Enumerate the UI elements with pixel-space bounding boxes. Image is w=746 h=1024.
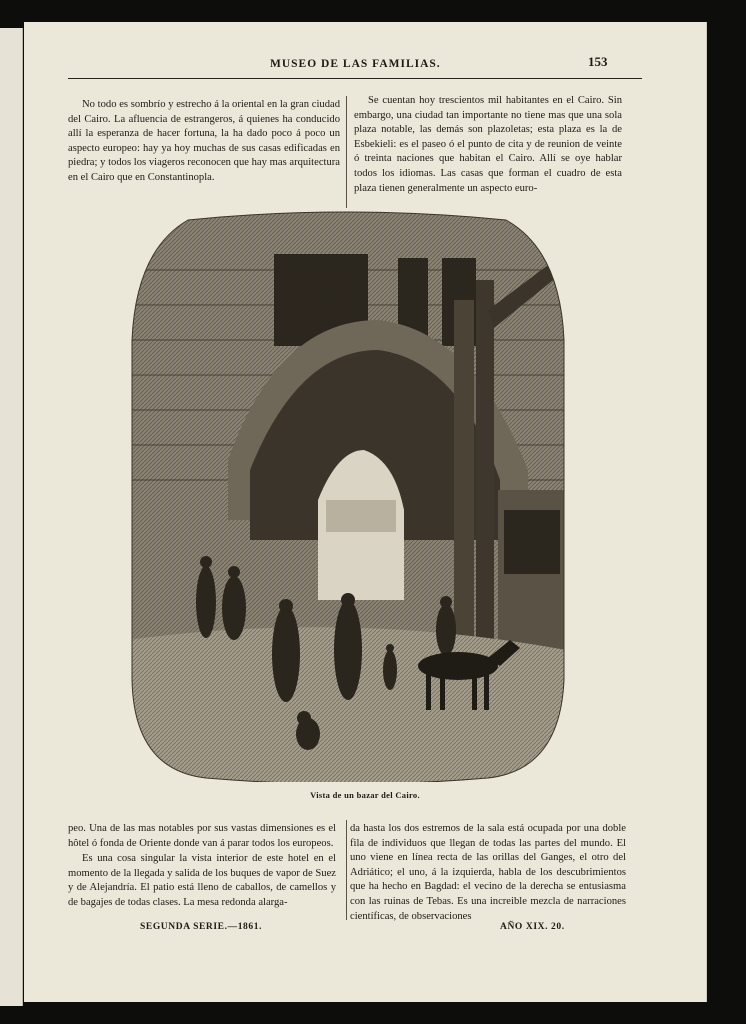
top-right-column-text: Se cuentan hoy trescientos mil habitantes en el Cairo. Sin embargo, una ciudad tan importante no tiene mas que una sola plaza notable, las demás son plazoletas; esta plaza es la de Esbekieli: es el paseo ó el punto de cita y de reunion de veinte ó treinta naciones que habitan el Cairo. Allí se oye hablar todos los idiomas. Las casas que forman el cuadro de esta plaza tienen generalmente un aspecto euro- <box>354 95 622 194</box>
footer-series: SEGUNDA SERIE.—1861. <box>140 922 263 932</box>
previous-page-edge <box>0 28 23 1006</box>
top-column-divider <box>346 96 347 208</box>
bottom-column-divider <box>346 820 347 920</box>
running-head <box>24 52 706 74</box>
illustration-caption: Vista de un bazar del Cairo. <box>310 790 420 800</box>
bottom-left-paragraph: Es una cosa singular la vista interior de este hotel en el momento de la llegada y salida de los buques de vapor de Suez y de Alejandría. El patio está lleno de caballos, de camellos y de bagajes de todas clases. La mesa redonda alarga- <box>68 853 336 908</box>
top-left-column-text: No todo es sombrío y estrecho á la oriental en la gran ciudad del Cairo. La afluencia de estrangeros, á quienes ha conducido allí la esperanza de hacer fortuna, la ha dado poco á poco un aspecto europeo: hay ya hoy muchas de sus casas edificadas en piedra; y todos los viageros reconocen que hay mas arquitectura en el Cairo que en Constantinopla. <box>68 99 340 183</box>
bottom-left-paragraph: peo. Una de las mas notables por sus vastas dimensiones es el hôtel ó fonda de Oriente donde van á parar todos los europeos. <box>68 823 336 849</box>
journal-title: MUSEO DE LAS FAMILIAS. <box>270 58 441 70</box>
header-rule <box>68 78 642 79</box>
book-page <box>24 22 706 1002</box>
bazaar-engraving <box>128 210 566 782</box>
footer-year: AÑO XIX. 20. <box>500 922 565 932</box>
bottom-right-column-text: da hasta los dos estremos de la sala está ocupada por una doble fila de individuos que llegan de todas las partes del mundo. El uno viene en línea recta de las orillas del Ganges, el otro del Adriático; el uno, á la izquierda, habla de los descubrimientos que ha hecho en Bagdad: el vecino de la derecha se entusiasma con las ruinas de Tebas. Es una increible mezcla de narraciones científicas, de observaciones <box>350 823 626 922</box>
page-number: 153 <box>588 54 608 69</box>
bottom-left-column <box>68 822 336 912</box>
